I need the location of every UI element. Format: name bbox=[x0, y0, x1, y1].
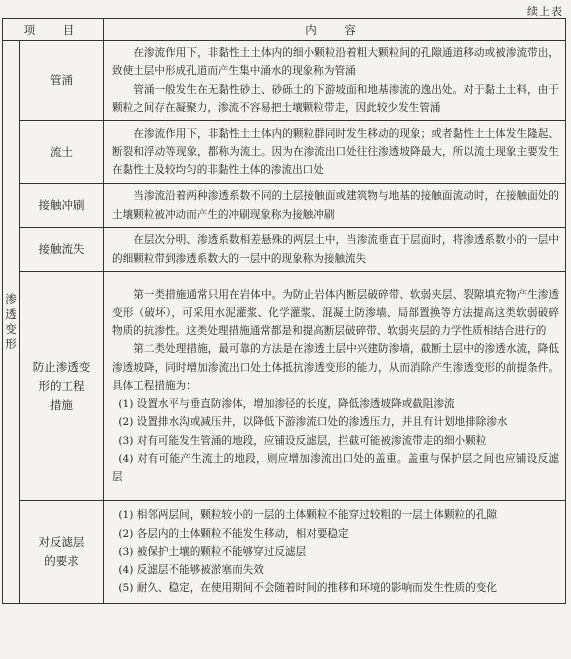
row-content bbox=[104, 121, 566, 184]
list-item: (3) 对有可能发生管涌的地段，应铺设反滤层，拦截可能被渗流带走的细小颗粒 bbox=[118, 434, 487, 447]
table-row bbox=[3, 184, 566, 228]
label-line: 措施 bbox=[50, 397, 73, 412]
row-label: 接触流失 bbox=[20, 228, 104, 272]
row-content bbox=[104, 184, 566, 228]
row-label: 流土 bbox=[20, 121, 104, 184]
label-line: 防止渗透变 bbox=[32, 359, 91, 374]
row-content bbox=[104, 228, 566, 272]
paragraph: 在渗流作用下，非黏性土土体内的细小颗粒沿着粗大颗粒间的孔隙通道移动或被渗流带出，致使土层中形成孔道而产生集中涌水的现象称为管涌 bbox=[112, 47, 559, 78]
label-line: 形的工程 bbox=[38, 378, 85, 393]
category-label: 渗透变形 bbox=[5, 292, 17, 351]
table-row bbox=[3, 228, 566, 272]
list-item: (1) 相邻两层间，颗粒较小的一层的土体颗粒不能穿过较粗的一层土体颗粒的孔隙 bbox=[118, 509, 497, 522]
row-content bbox=[104, 41, 566, 121]
continued-note: 续上表 bbox=[527, 5, 563, 18]
header-item: 项 目 bbox=[3, 19, 104, 41]
header-content: 内 容 bbox=[104, 19, 566, 41]
label-line: 对反滤层 bbox=[38, 535, 85, 549]
table-row bbox=[3, 41, 566, 121]
table-header-row bbox=[3, 19, 566, 41]
table-row bbox=[3, 121, 566, 184]
list-item: (2) 设置排水沟或减压井，以降低下游渗流口处的渗透压力，并且有计划地排除渗水 bbox=[118, 416, 508, 429]
row-label bbox=[20, 272, 104, 501]
row-content bbox=[104, 272, 566, 501]
list-item: (5) 耐久、稳定，在使用期间不会随着时间的推移和环境的影响而发生性质的变化 bbox=[118, 582, 497, 595]
row-label bbox=[20, 501, 104, 604]
list-item: (3) 被保护土壤的颗粒不能够穿过反滤层 bbox=[118, 545, 307, 558]
list-item: (4) 反滤层不能够被淤塞而失效 bbox=[118, 564, 264, 577]
paragraph: 在渗流作用下，非黏性土土体内的颗粒群同时发生移动的现象；或者黏性土土体发生隆起、断裂和浮动等现象，都称为流土。因为在渗流出口处往往渗透坡降最大，所以流土现象主要发生在黏性土及较均匀的非黏性土体的渗流出口处 bbox=[112, 127, 559, 177]
category-cell bbox=[3, 41, 20, 604]
seepage-table bbox=[2, 18, 566, 604]
label-line: 的要求 bbox=[44, 554, 79, 568]
table-row bbox=[3, 272, 566, 501]
paragraph: 第一类措施通常只用在岩体中。为防止岩体内断层破碎带、软弱夹层、裂隙填充物产生渗透变形（破坏），可采用水泥灌浆、化学灌浆、混凝土防渗墙、局部置换等方法提高这类软弱破碎物质的抗渗性。这类处理措施通常都是和提高断层破碎带、软弱夹层的力学性质相结合进行的 bbox=[112, 288, 559, 338]
paragraph: 在层次分明、渗透系数相差悬殊的两层土中，当渗流垂直于层面时，将渗透系数小的一层中的细颗粒带到渗透系数大的一层中的现象称为接触流失 bbox=[112, 234, 559, 265]
list-item: (4) 对有可能产生流土的地段，则应增加渗流出口处的盖重。盖重与保护层之间也应铺设反滤层 bbox=[112, 452, 559, 483]
row-label: 管涌 bbox=[20, 41, 104, 121]
list-item: (2) 各层内的土体颗粒不能发生移动，相对要稳定 bbox=[118, 527, 349, 540]
row-label: 接触冲刷 bbox=[20, 184, 104, 228]
table-row bbox=[3, 501, 566, 604]
paragraph: 当渗流沿着两种渗透系数不同的土层接触面或建筑物与地基的接触面流动时，在接触面处的土壤颗粒被冲动而产生的冲刷现象称为接触冲刷 bbox=[112, 190, 559, 221]
paragraph: 第二类处理措施，最可靠的方法是在渗透土层中兴建防渗墙，截断土层中的渗透水流，降低渗透坡降，同时增加渗流出口处土体抵抗渗透变形的能力，从而消除产生渗透变形的前提条件。具体工程措施为： bbox=[112, 343, 559, 392]
paragraph: 管涌一般发生在无黏性砂土、砂砾土的下游坡面和地基渗流的逸出处。对于黏土土料，由于颗粒之间存在凝聚力，渗流不容易把土壤颗粒带走，因此较少发生管涌 bbox=[112, 83, 559, 114]
list-item: (1) 设置水平与垂直防渗体，增加渗径的长度，降低渗透坡降或截阻渗流 bbox=[118, 398, 455, 411]
row-content bbox=[104, 501, 566, 604]
